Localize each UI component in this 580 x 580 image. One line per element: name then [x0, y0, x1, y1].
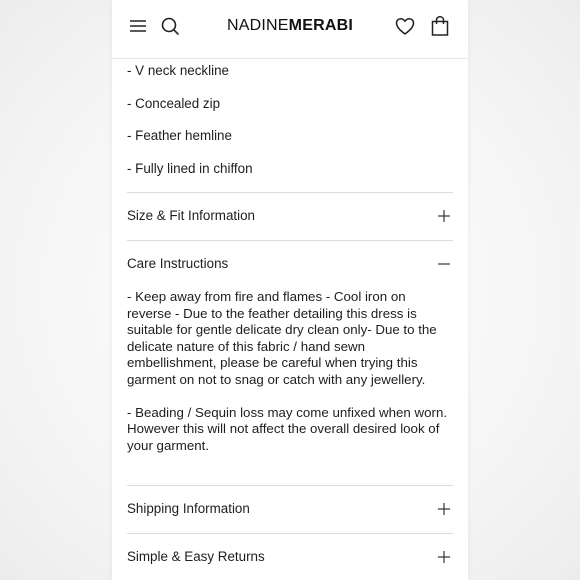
- minus-icon[interactable]: [437, 257, 451, 271]
- care-paragraph: - Beading / Sequin loss may come unfixed when worn. However this will not affect the overall desired look of your garment.: [127, 404, 448, 453]
- list-item: - Concealed zip: [127, 95, 221, 111]
- feature-list: [127, 62, 453, 192]
- list-item: - Feather hemline: [127, 128, 232, 143]
- plus-icon[interactable]: [437, 550, 451, 564]
- heart-icon[interactable]: [393, 14, 417, 38]
- plus-icon[interactable]: [437, 502, 451, 516]
- plus-icon[interactable]: [437, 209, 451, 223]
- accordion-title: Simple & Easy Returns: [127, 549, 265, 564]
- accordion-shipping-header[interactable]: [127, 499, 453, 521]
- accordion-size-fit-header[interactable]: [127, 206, 453, 228]
- list-item: - V neck neckline: [127, 63, 229, 78]
- divider: [127, 485, 453, 486]
- accordion-returns-header[interactable]: [127, 547, 453, 569]
- accordion-title: Size & Fit Information: [127, 208, 256, 223]
- site-header: [112, 0, 468, 59]
- accordion-title: Shipping Information: [127, 501, 250, 516]
- mobile-viewport: [112, 0, 468, 580]
- accordion-care-header[interactable]: [127, 254, 453, 276]
- list-item: - Fully lined in chiffon: [127, 160, 253, 176]
- brand-name-second: MERABI: [288, 17, 353, 34]
- care-paragraph: - Keep away from fire and flames - Cool iron on reverse - Due to the feather detailing this dress is suitable for gentle delicate dry clean only- Due to the delicate nature of this fabric / hand sewn embellishment, please be careful when trying this garment on not to snag or catch with any jewellery.: [127, 289, 437, 387]
- divider: [127, 533, 453, 534]
- care-instructions-content: [127, 289, 453, 470]
- accordion-title: Care Instructions: [127, 256, 229, 271]
- shopping-bag-icon[interactable]: [428, 14, 452, 38]
- brand-name-first: NADINE: [227, 17, 289, 34]
- divider: [127, 192, 453, 193]
- divider: [127, 240, 453, 241]
